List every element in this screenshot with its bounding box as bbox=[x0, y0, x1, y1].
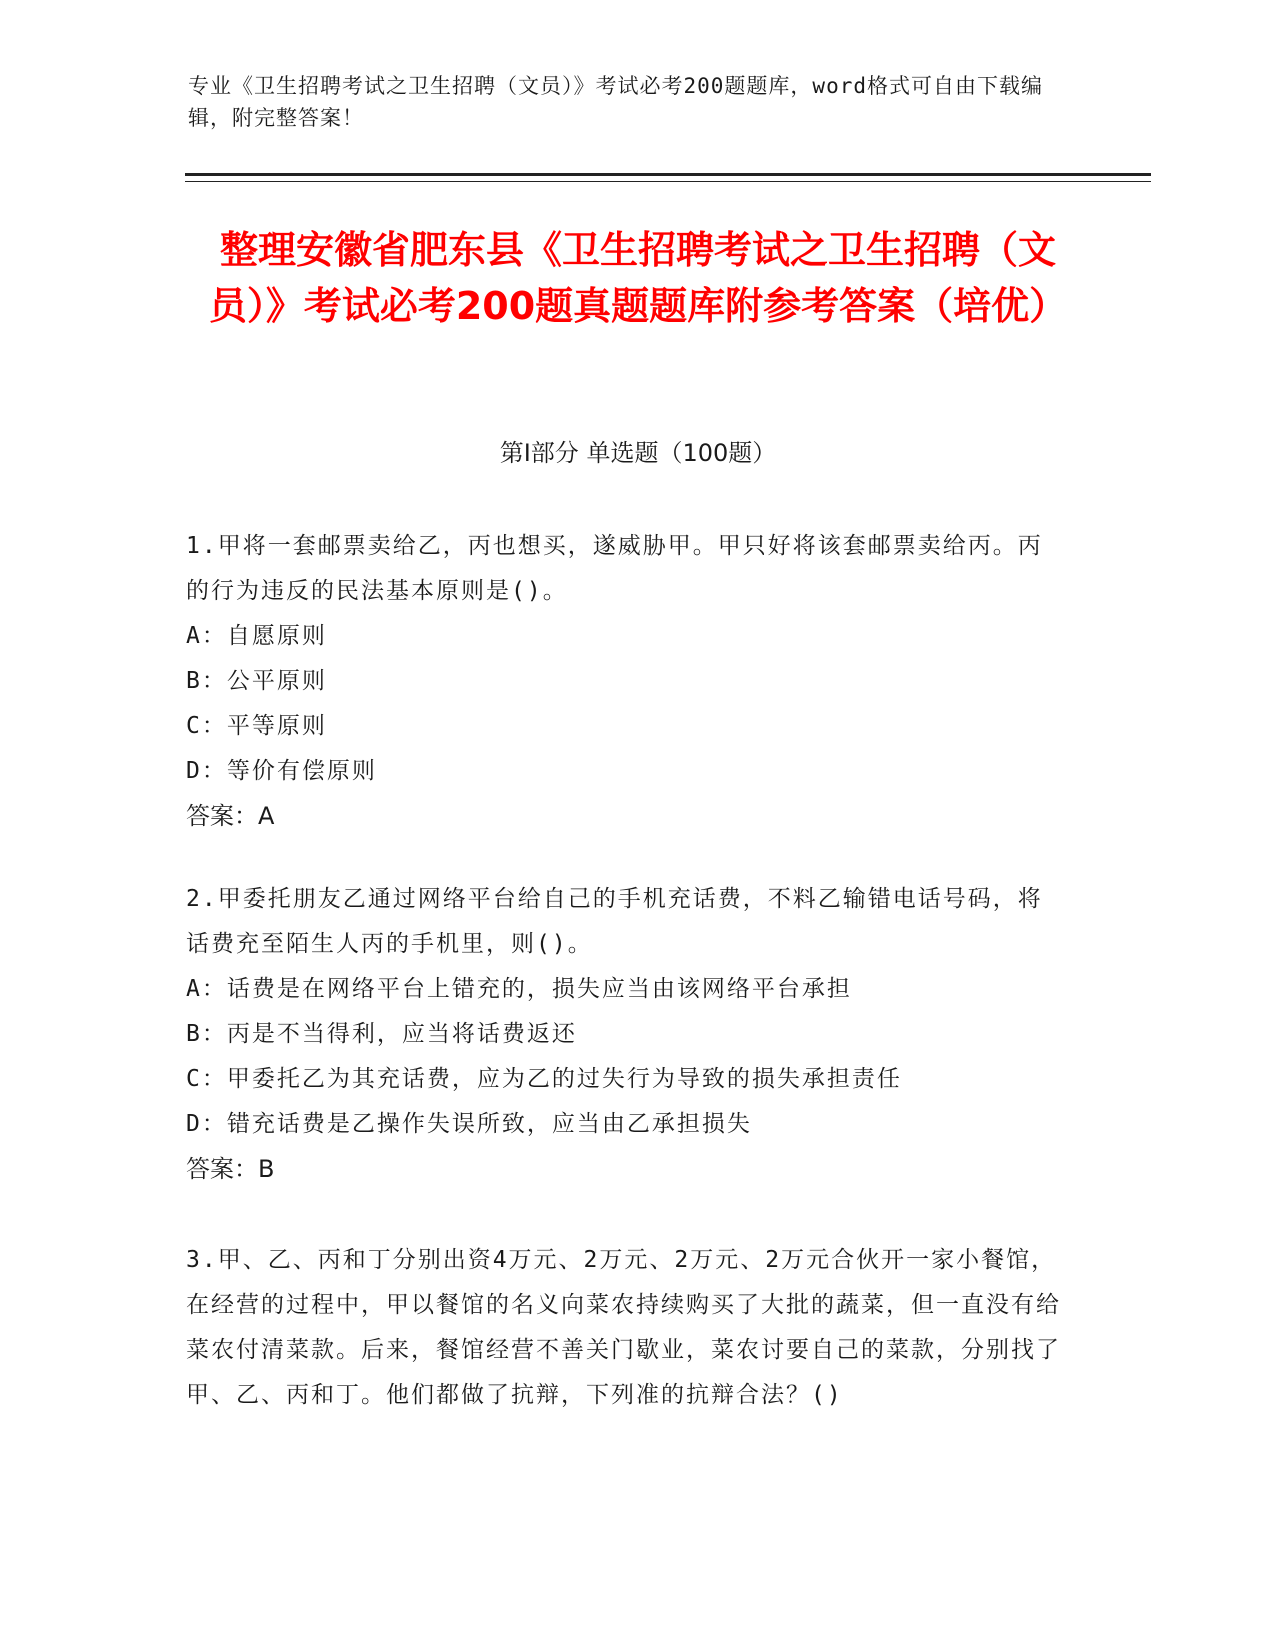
question-stem: 3.甲、乙、丙和丁分别出资4万元、2万元、2万元、2万元合伙开一家小餐馆，在经营的过程中，甲以餐馆的名义向菜农持续购买了大批的蔬菜，但一直没有给菜农付清菜款。后来，餐馆经营不善关门歇业，菜农讨要自己的菜款，分别找了甲、乙、丙和丁。他们都做了抗辩，下列准的抗辩合法？() bbox=[186, 1247, 1061, 1408]
question-stem: 2.甲委托朋友乙通过网络平台给自己的手机充话费，不料乙输错电话号码，将话费充至陌生人丙的手机里，则()。 bbox=[186, 886, 1043, 957]
option-a: A：自愿原则 bbox=[186, 623, 327, 649]
option-b: B：公平原则 bbox=[186, 668, 327, 694]
question-block bbox=[186, 877, 1066, 1192]
answer: 答案：A bbox=[186, 802, 275, 830]
header-divider-thin bbox=[185, 181, 1151, 182]
question-block bbox=[186, 524, 1066, 839]
option-a: A：话费是在网络平台上错充的，损失应当由该网络平台承担 bbox=[186, 976, 852, 1002]
document-title: 整理安徽省肥东县《卫生招聘考试之卫生招聘（文员）》考试必考200题真题题库附参考答案（培优） bbox=[208, 228, 1068, 328]
section-title: 第Ⅰ部分 单选题（100题） bbox=[499, 439, 777, 467]
option-d: D：错充话费是乙操作失误所致，应当由乙承担损失 bbox=[186, 1111, 752, 1137]
header-note: 专业《卫生招聘考试之卫生招聘（文员）》考试必考200题题库，word格式可自由下载编辑，附完整答案！ bbox=[188, 74, 1043, 130]
option-c: C：平等原则 bbox=[186, 713, 327, 739]
answer: 答案：B bbox=[186, 1155, 275, 1183]
question-block bbox=[186, 1238, 1066, 1418]
option-d: D：等价有偿原则 bbox=[186, 758, 377, 784]
option-b: B：丙是不当得利，应当将话费返还 bbox=[186, 1021, 577, 1047]
header-divider-thick bbox=[185, 173, 1151, 176]
option-c: C：甲委托乙为其充话费，应为乙的过失行为导致的损失承担责任 bbox=[186, 1066, 902, 1092]
question-stem: 1.甲将一套邮票卖给乙，丙也想买，遂威胁甲。甲只好将该套邮票卖给丙。丙的行为违反的民法基本原则是()。 bbox=[186, 533, 1043, 604]
